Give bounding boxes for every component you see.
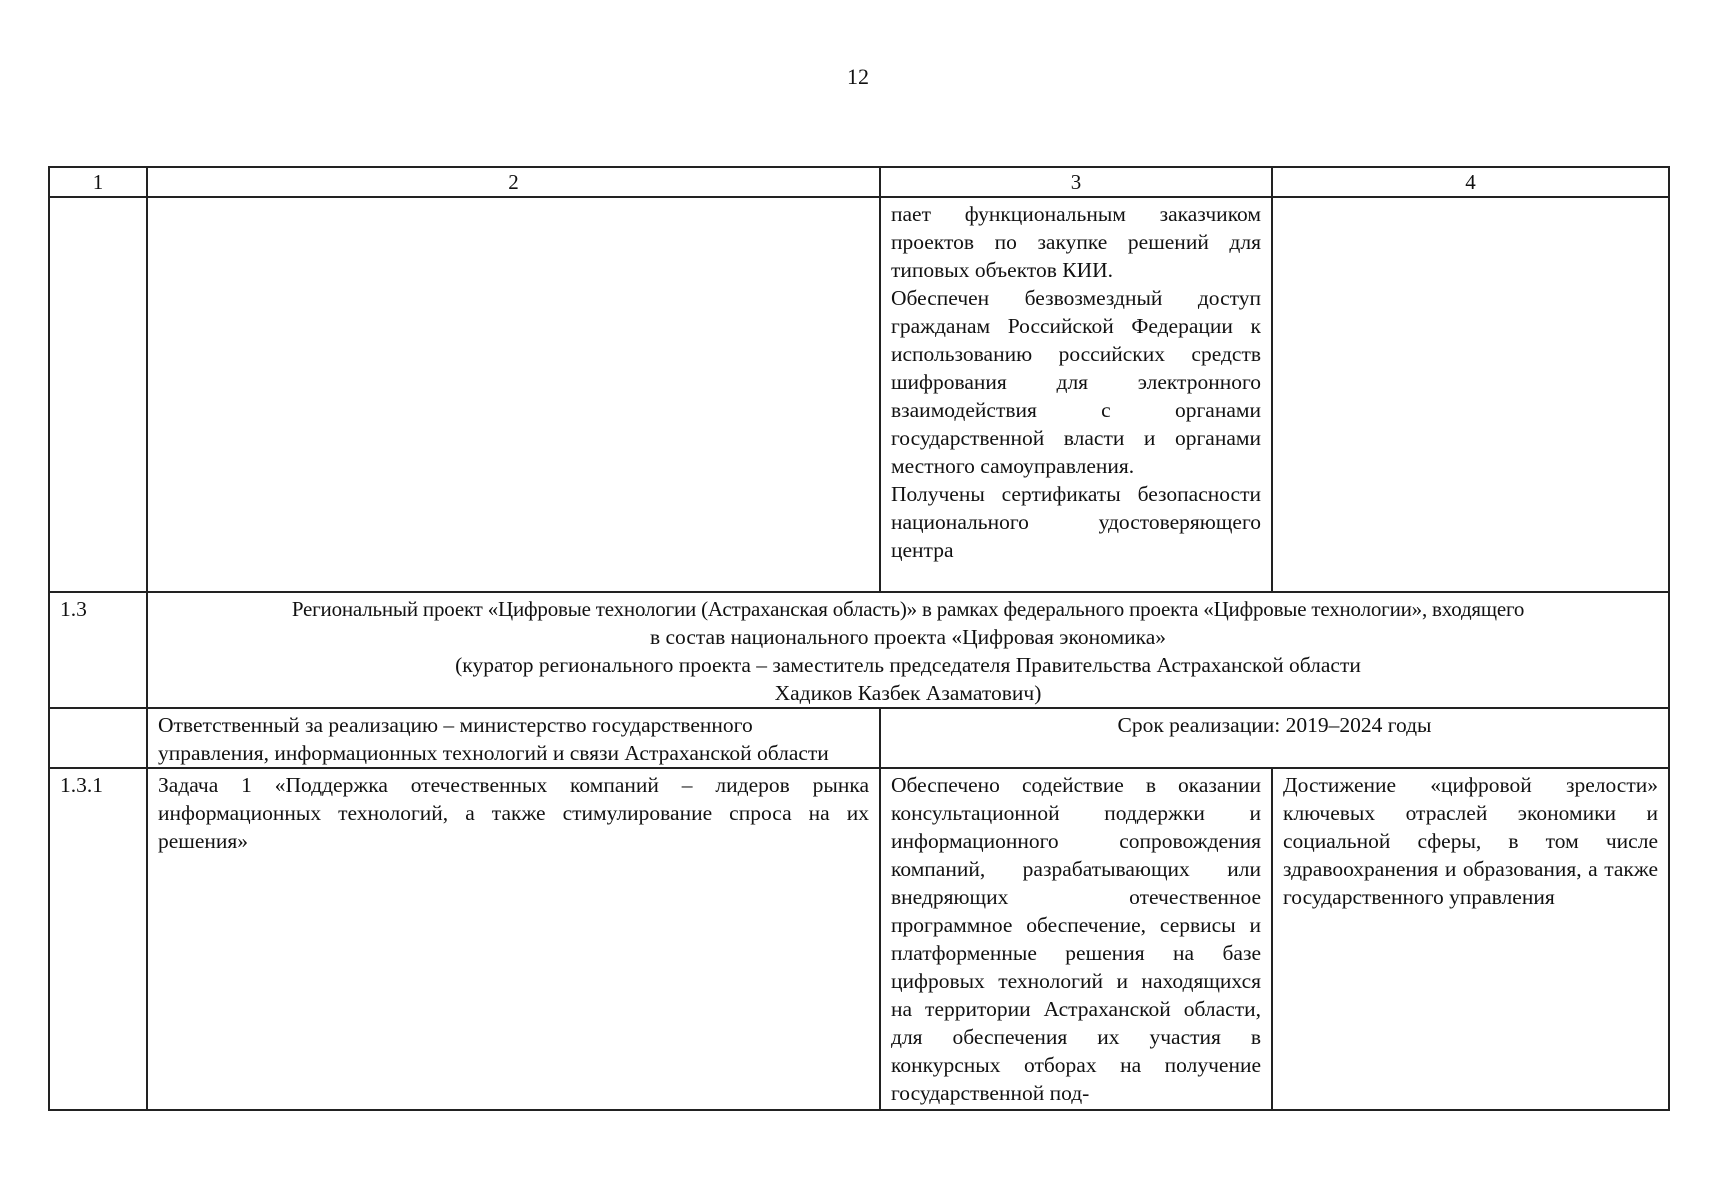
task-cell: Задача 1 «Поддержка отечественных компаний – лидеров рынка информационных технологий, а также стимулирование спроса на их решения» [147, 768, 880, 1110]
task-indicator-cell: Достижение «цифровой зрелости» ключевых отраслей экономики и социальной сферы, в том числе здравоохранения и образования, а также государственного управления [1272, 768, 1669, 1110]
column-number-1: 1 [49, 167, 147, 197]
continuation-indicator-cell [1272, 197, 1669, 592]
project-curator-line: (куратор регионального проекта – заместитель председателя Правительства Астраханской области [455, 653, 1361, 677]
continuation-task-cell [147, 197, 880, 592]
continuation-row [49, 197, 1669, 592]
task-result-cell: Обеспечено содействие в оказании консультационной поддержки и информационного сопровождения компаний, разрабатывающих или внедряющих отечественное программное обеспечение, сервисы и платформенные решения на базе цифровых технологий и находящихся на территории Астраханской области, для обеспечения их участия в конкурсных отборах на получение государственной под- [880, 768, 1272, 1110]
project-title-cell [147, 592, 1669, 708]
column-number-row [49, 167, 1669, 197]
project-curator-name-line: Хадиков Казбек Азаматович) [774, 681, 1042, 705]
task-number: 1.3.1 [49, 768, 147, 1110]
page-number: 12 [847, 64, 869, 89]
column-number-3: 3 [880, 167, 1272, 197]
result-paragraph: Получены сертификаты безопасности национального удостоверяющего центра [891, 482, 1261, 562]
project-title-line: Региональный проект «Цифровые технологии (Астраханская область)» в рамках федерального проекта «Цифровые технологии», входящего [291, 597, 1525, 621]
responsible-row [49, 708, 1669, 768]
program-table [48, 166, 1670, 1111]
project-title-line: в состав национального проекта «Цифровая экономика» [649, 625, 1166, 649]
continuation-result-cell [880, 197, 1272, 592]
result-paragraph: пает функциональным заказчиком проектов по закупке решений для типовых объектов КИИ. [891, 202, 1261, 282]
result-paragraph: Обеспечен безвозмездный доступ гражданам Российской Федерации к использованию российских средств шифрования для электронного взаимодействия с органами государственной власти и органами местного самоуправления. [891, 286, 1261, 478]
column-number-4: 4 [1272, 167, 1669, 197]
column-number-2: 2 [147, 167, 880, 197]
project-number: 1.3 [49, 592, 147, 708]
period-cell: Срок реализации: 2019–2024 годы [880, 708, 1669, 768]
responsible-number-cell [49, 708, 147, 768]
regional-project-row [49, 592, 1669, 708]
responsible-cell: Ответственный за реализацию – министерство государственного управления, информационных технологий и связи Астраханской области [147, 708, 880, 768]
continuation-number-cell [49, 197, 147, 592]
task-row [49, 768, 1669, 1110]
